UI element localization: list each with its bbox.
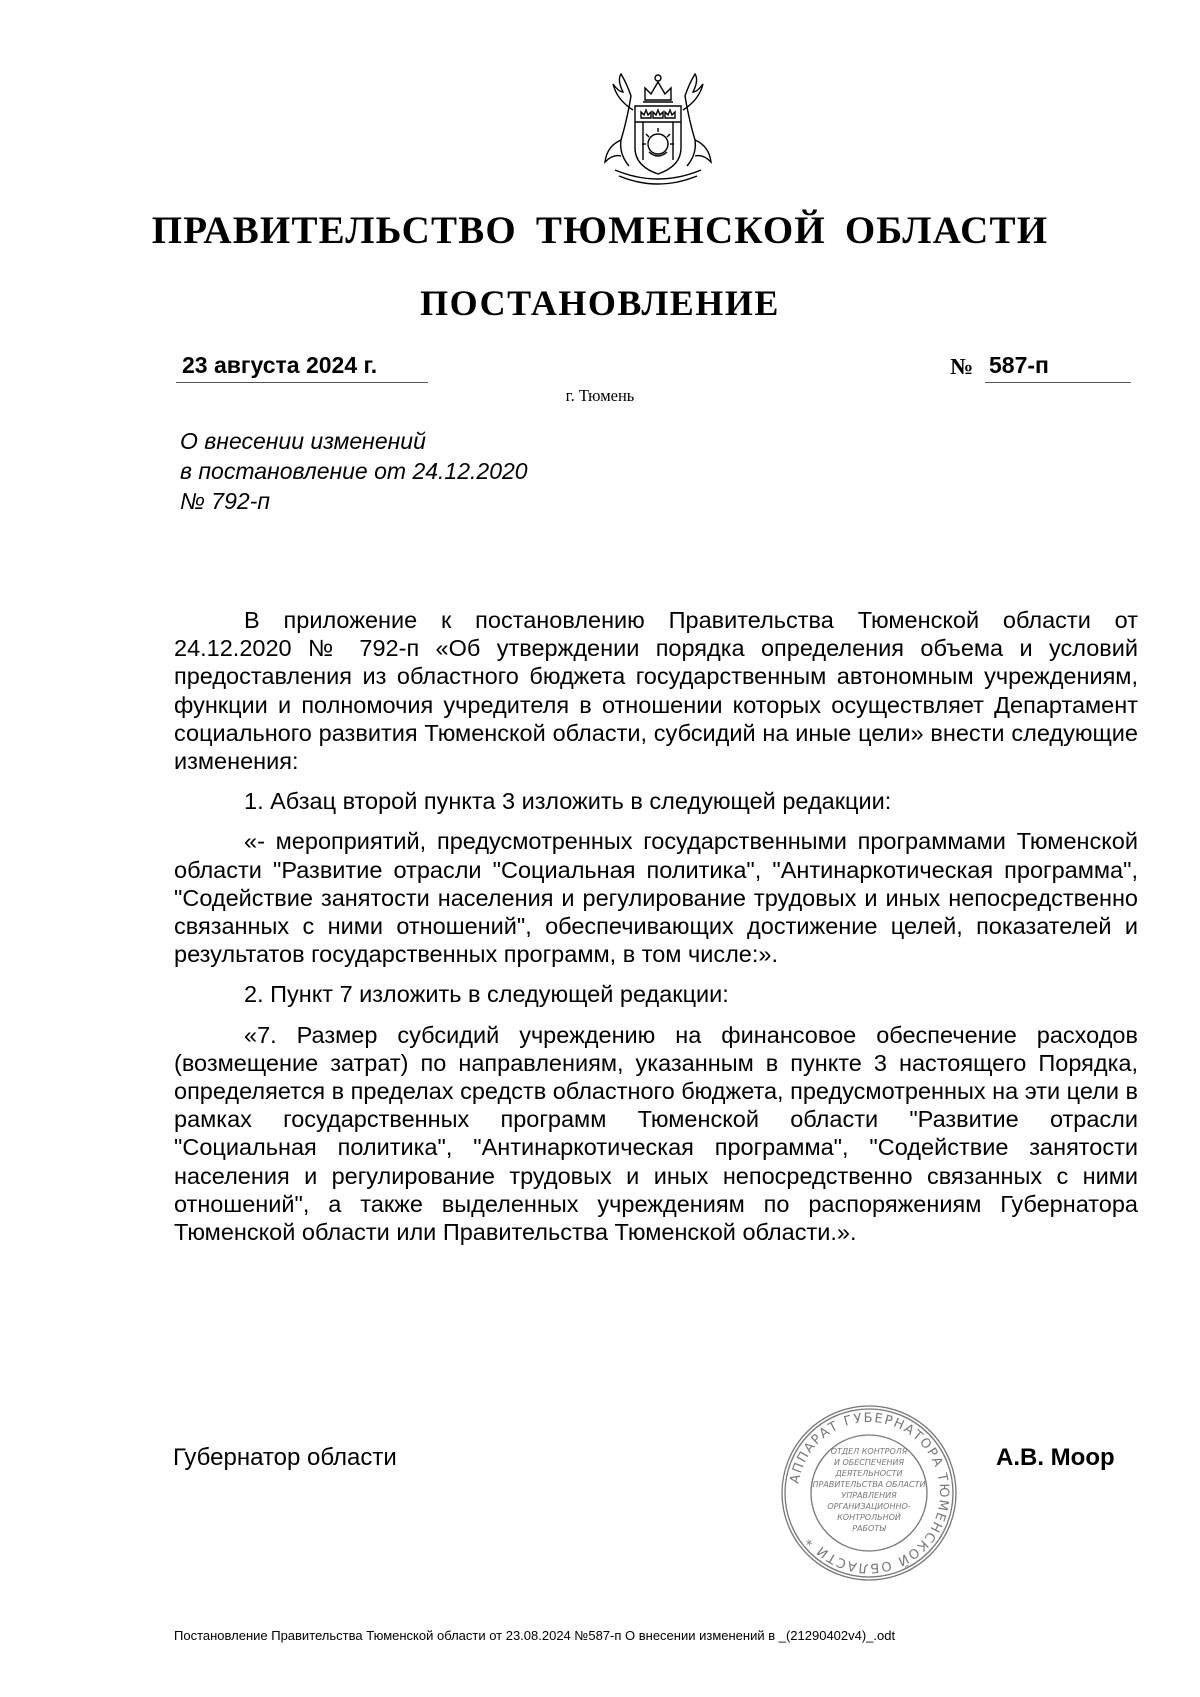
subject-line-2: в постановление от 24.12.2020 bbox=[180, 458, 528, 484]
city-label: г. Тюмень bbox=[565, 386, 635, 405]
signatory-name: А.В. Моор bbox=[996, 1444, 1115, 1471]
stamp-center-line: ПРАВИТЕЛЬСТВА ОБЛАСТИ bbox=[812, 1480, 926, 1489]
stamp-center-line: УПРАВЛЕНИЯ bbox=[841, 1491, 897, 1500]
stamp-center-line: ДЕЯТЕЛЬНОСТИ bbox=[835, 1469, 903, 1478]
body-paragraph-item-1-text: «- мероприятий, предусмотренных государственными программами Тюменской области "Развитие отрасли "Социальная политика", "Антинаркотическая программа", "Содействие занятости населения и регулирование трудовых и иных непосредственно связанных с ними отношений", обеспечивающих достижение целей, показателей и результатов государственных программ, в том числе:». bbox=[174, 828, 1138, 968]
stamp-center-line: И ОБЕСПЕЧЕНИЯ bbox=[833, 1458, 905, 1467]
government-title: ПРАВИТЕЛЬСТВО ТЮМЕНСКОЙ ОБЛАСТИ bbox=[151, 209, 1049, 252]
document-number-field bbox=[985, 352, 1131, 383]
document-date: 23 августа 2024 г. bbox=[182, 352, 378, 378]
body-paragraph-intro: В приложение к постановлению Правительства Тюменской области от 24.12.2020 № 792-п «Об утверждении порядка определения объема и условий предоставления из областного бюджета государственным автономным учреждениям, функции и полномочия учредителя в отношении которых осуществляет Департамент социального развития Тюменской области, субсидий на иные цели» внести следующие изменения: bbox=[174, 607, 1138, 775]
coat-of-arms-emblem bbox=[593, 70, 723, 188]
stamp-center-line: КОНТРОЛЬНОЙ bbox=[837, 1513, 901, 1522]
svg-text:АППАРАТ ГУБЕРНАТОРА ТЮМЕНСКОЙ: АППАРАТ ГУБЕРНАТОРА ТЮМЕНСКОЙ ОБЛАСТИ * bbox=[787, 1410, 952, 1576]
subject-line-1: О внесении изменений bbox=[180, 428, 426, 454]
stamp-center-line: ОТДЕЛ КОНТРОЛЯ bbox=[830, 1447, 908, 1456]
subject-line-3: № 792-п bbox=[180, 488, 270, 514]
signatory-position: Губернатор области bbox=[173, 1444, 397, 1471]
document-subject bbox=[180, 426, 528, 516]
number-sign: № bbox=[950, 354, 974, 379]
body-paragraph-item-2: 2. Пункт 7 изложить в следующей редакции: bbox=[244, 981, 729, 1008]
body-paragraph-item-1: 1. Абзац второй пункта 3 изложить в следующей редакции: bbox=[244, 788, 892, 815]
document-type-title: ПОСТАНОВЛЕНИЕ bbox=[420, 283, 780, 323]
document-number: 587-п bbox=[989, 352, 1049, 378]
document-footer: Постановление Правительства Тюменской области от 23.08.2024 №587-п О внесении изменений в _(21290402v4)_.odt bbox=[174, 1628, 896, 1643]
official-stamp-seal bbox=[780, 1404, 958, 1582]
document-date-field bbox=[176, 352, 428, 383]
stamp-center-line: РАБОТЫ bbox=[852, 1524, 886, 1533]
document-body bbox=[174, 606, 1138, 1258]
body-paragraph-item-2-text: «7. Размер субсидий учреждению на финансовое обеспечение расходов (возмещение затрат) по направлениям, указанным в пункте 3 настоящего Порядка, определяется в пределах средств областного бюджета, предусмотренных на эти цели в рамках государственных программ Тюменской области "Развитие отрасли "Социальная политика", "Антинаркотическая программа", "Содействие занятости населения и регулирование трудовых и иных непосредственно связанных с ними отношений", а также выделенных учреждениям по распоряжениям Губернатора Тюменской области или Правительства Тюменской области.». bbox=[174, 1021, 1138, 1246]
stamp-center-line: ОРГАНИЗАЦИОННО- bbox=[827, 1502, 911, 1511]
